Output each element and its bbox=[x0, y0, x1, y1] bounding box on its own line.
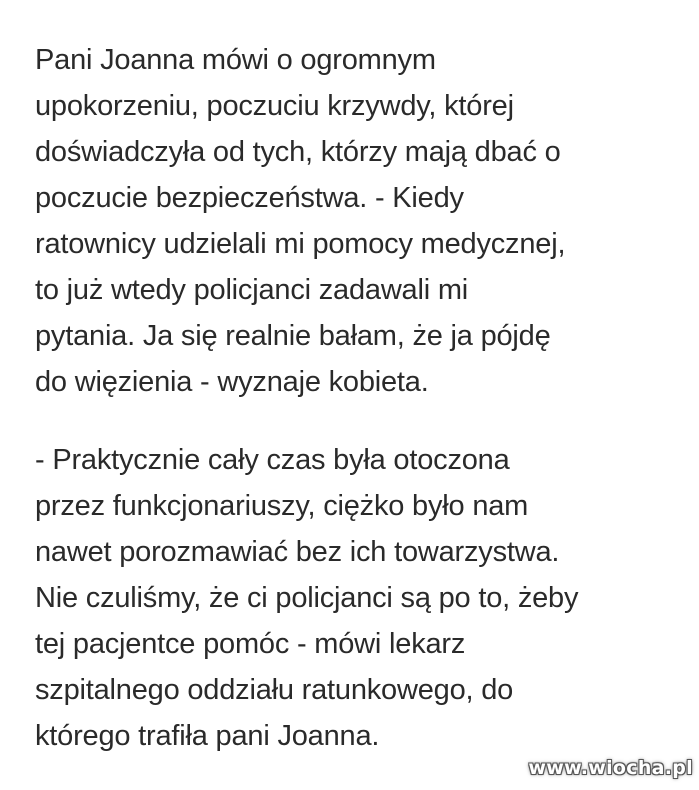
site-watermark: www.wiocha.pl bbox=[528, 757, 693, 779]
text-line: doświadczyła od tych, którzy mają dbać o bbox=[35, 136, 561, 168]
text-line: - Praktycznie cały czas była otoczona bbox=[35, 444, 510, 476]
text-line: do więzienia - wyznaje kobieta. bbox=[35, 366, 429, 398]
paragraph-2 bbox=[35, 437, 685, 759]
text-line: Pani Joanna mówi o ogromnym bbox=[35, 44, 436, 76]
text-line: poczucie bezpieczeństwa. - Kiedy bbox=[35, 182, 464, 214]
text-line: Nie czuliśmy, że ci policjanci są po to, żeby bbox=[35, 582, 579, 614]
text-line: przez funkcjonariuszy, ciężko było nam bbox=[35, 490, 529, 522]
text-line: upokorzeniu, poczuciu krzywdy, której bbox=[35, 90, 514, 122]
article-text bbox=[35, 37, 685, 759]
text-line: pytania. Ja się realnie bałam, że ja pójdę bbox=[35, 320, 551, 352]
text-line: którego trafiła pani Joanna. bbox=[35, 720, 380, 752]
text-line: szpitalnego oddziału ratunkowego, do bbox=[35, 674, 514, 706]
text-line: nawet porozmawiać bez ich towarzystwa. bbox=[35, 536, 560, 568]
text-line: to już wtedy policjanci zadawali mi bbox=[35, 274, 469, 306]
paragraph-1 bbox=[35, 37, 685, 405]
text-line: tej pacjentce pomóc - mówi lekarz bbox=[35, 628, 466, 660]
text-line: ratownicy udzielali mi pomocy medycznej, bbox=[35, 228, 566, 260]
